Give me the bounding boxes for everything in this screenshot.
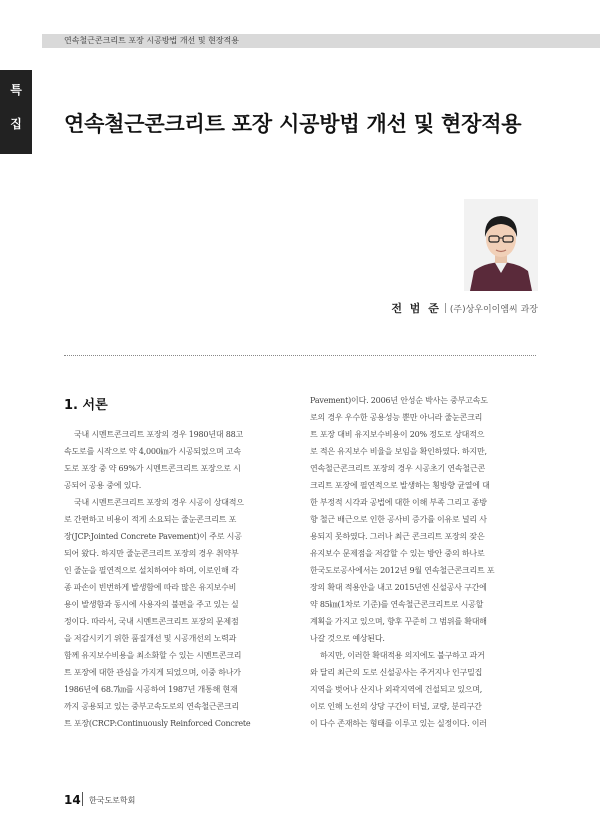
text-line: 약 85㎞(1차로 기준)를 연속철근콘크리트로 시공할: [310, 600, 484, 609]
text-line: 용이 발생함과 동시에 사용자의 불편을 주고 있는 실: [64, 600, 239, 609]
text-line: 정이다. 따라서, 국내 시멘트콘크리트 포장의 문제점: [64, 617, 239, 626]
text-line: 유지보수 문제점을 저감할 수 있는 방안 중의 하나로: [310, 549, 485, 558]
text-line: 속도로를 시작으로 약 4,000㎞가 시공되었으며 고속: [64, 447, 241, 456]
text-line: 지역을 벗어나 산지나 외곽지역에 건설되고 있으며,: [310, 685, 483, 694]
text-line: 와 달리 최근의 도로 신설공사는 주거지나 인구밀집: [310, 668, 483, 677]
text-line: 이로 인해 노선의 상당 구간이 터널, 교량, 분리구간: [310, 702, 482, 711]
author-divider: [445, 303, 446, 313]
text-line: 로 적은 유지보수 비율을 보임을 확인하였다. 하지만,: [310, 447, 487, 456]
text-line: 장의 확대 적용안을 내고 2015년엔 신설공사 구간에: [310, 583, 487, 592]
publication-name: 한국도로학회: [89, 796, 136, 805]
dotted-divider: [64, 355, 536, 356]
text-line: 한국도로공사에서는 2012년 9월 연속철근콘크리트 포: [310, 566, 495, 575]
text-line: 계획을 가지고 있으며, 향후 꾸준히 그 범위를 확대해: [310, 617, 487, 626]
section-tab-char: 특: [10, 83, 22, 97]
text-line: 종 파손이 빈번하게 발생함에 따라 많은 유지보수비: [64, 583, 237, 592]
text-line: 함께 유지보수비용을 최소화할 수 있는 시멘트콘크리: [64, 651, 242, 660]
text-line: 인 줄눈을 필연적으로 설치하여야 하며, 이로인해 각: [64, 566, 239, 575]
text-line: 장(JCP:Jointed Concrete Pavement)이 주로 시공: [64, 532, 242, 541]
text-line: 트 포장(CRCP:Continuously Reinforced Concrete: [64, 719, 251, 728]
text-line: 로의 경우 우수한 공용성능 뿐만 아니라 줄눈콘크리: [310, 413, 483, 422]
text-line: 나갈 것으로 예상된다.: [310, 634, 385, 643]
text-line: 트 포장 대비 유지보수비용이 20% 정도로 상대적으: [310, 430, 485, 439]
text-line: 용되지 못하였다. 그러나 최근 콘크리트 포장의 잦은: [310, 532, 485, 541]
text-line: 공되어 공용 중에 있다.: [64, 481, 142, 490]
text-line: 크리트 포장에 필연적으로 발생하는 횡방향 균열에 대: [310, 481, 490, 490]
text-line: 로 간편하고 비용이 적게 소요되는 줄눈콘크리트 포: [64, 515, 237, 524]
article-title: 연속철근콘크리트 포장 시공방법 개선 및 현장적용: [64, 112, 522, 136]
section-tab: [0, 70, 32, 154]
author-byline: [391, 302, 538, 317]
author-photo: [464, 199, 538, 291]
text-line: 국내 시멘트콘크리트 포장의 경우 시공이 상대적으: [74, 498, 244, 507]
text-line: 연속철근콘크리트 포장의 경우 시공초기 연속철근콘: [310, 464, 485, 473]
text-line: 이 다수 존재하는 형태를 이루고 있는 실정이다. 이러: [310, 719, 487, 728]
running-header-title: 연속철근콘크리트 포장 시공방법 개선 및 현장적용: [64, 36, 240, 45]
text-line: 향 철근 배근으로 인한 공사비 증가를 이유로 널리 사: [310, 515, 487, 524]
author-portrait-image: [464, 199, 538, 291]
text-line: 국내 시멘트콘크리트 포장의 경우 1980년대 88고: [74, 430, 244, 439]
text-line: 도로 포장 중 약 69%가 시멘트콘크리트 포장으로 시: [64, 464, 241, 473]
footer-divider: [82, 792, 83, 806]
text-line: 을 저감시키기 위한 품질개선 및 시공개선의 노력과: [64, 634, 237, 643]
author-affiliation: (주)상우이이엠씨 과장: [449, 305, 538, 315]
text-line: Pavement)이다. 2006년 안성순 박사는 중부고속도: [310, 396, 488, 405]
text-line: 트 포장에 대한 관심을 가지게 되었으며, 이중 하나가: [64, 668, 241, 677]
text-line: 까지 공용되고 있는 중부고속도로의 연속철근콘크리: [64, 702, 239, 711]
page-number: 14: [64, 793, 81, 807]
text-line: 하지만, 이러한 확대적용 의지에도 불구하고 과거: [320, 651, 485, 660]
text-line: 1986년에 68.7㎞를 시공하여 1987년 개통해 현재: [64, 685, 238, 694]
section-heading: 1. 서론: [64, 398, 108, 413]
section-tab-char: 집: [10, 117, 22, 131]
author-name: 전 범 준: [391, 302, 441, 315]
text-line: 한 부정적 시각과 공법에 대한 이해 부족 그리고 종방: [310, 498, 487, 507]
text-line: 되어 왔다. 하지만 줄눈콘크리트 포장의 경우 취약부: [64, 549, 239, 558]
